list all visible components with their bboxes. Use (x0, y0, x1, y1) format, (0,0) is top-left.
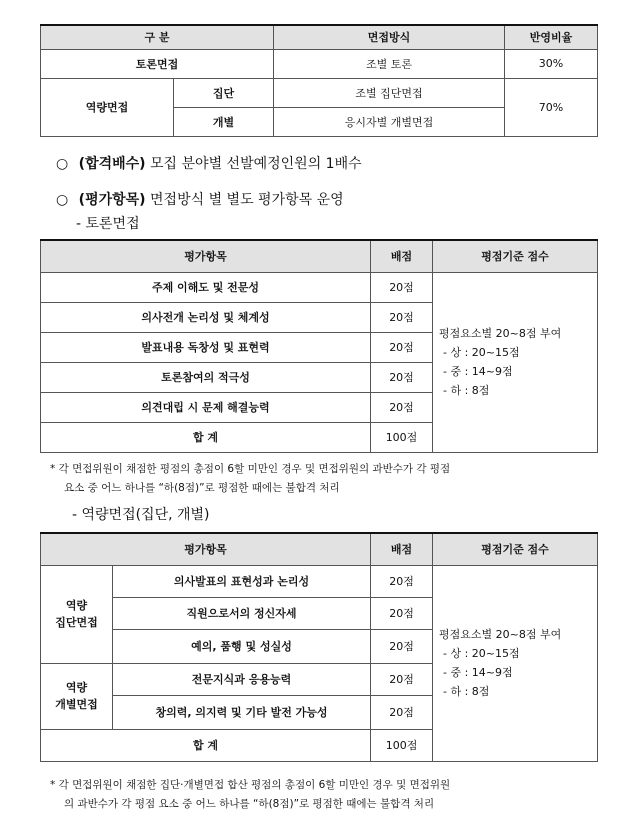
criteria-line: - 하 : 8점 (443, 384, 490, 397)
group-label-line: 집단면접 (55, 616, 98, 629)
individual-method: 응시자별 개별면접 (274, 107, 505, 136)
eval-score: 20점 (371, 332, 433, 362)
group-method: 조별 집단면접 (274, 78, 505, 107)
section-title-competency: - 역량면접(집단, 개별) (72, 507, 210, 523)
header-category: 구 분 (41, 25, 274, 49)
debate-eval-table (40, 239, 598, 453)
interview-method-table (40, 24, 598, 137)
header-eval-item: 평가항목 (41, 240, 371, 272)
header-method: 면접방식 (274, 25, 505, 49)
eval-item: 전문지식과 응용능력 (113, 663, 371, 695)
eval-item: 의견대립 시 문제 해결능력 (41, 392, 371, 422)
note-line: * 각 면접위원이 채점한 집단·개별면접 합산 평점의 총점이 6할 미만인 경우 및 면접위원 (50, 779, 451, 791)
eval-score: 20점 (371, 663, 433, 695)
eval-item: 의사전개 논리성 및 체계성 (41, 302, 371, 332)
bullet-head: (평가항목) (78, 192, 146, 208)
debate-label: 토론면접 (41, 49, 274, 78)
eval-score: 20점 (371, 597, 433, 629)
criteria-cell (433, 565, 598, 761)
eval-score: 20점 (371, 695, 433, 729)
group-label (41, 663, 113, 729)
individual-sub-label: 개별 (174, 107, 274, 136)
bullet-head: (합격배수) (78, 156, 146, 172)
eval-score: 20점 (371, 302, 433, 332)
total-label: 합 계 (41, 422, 371, 452)
criteria-line: 평점요소별 20~8점 부여 (439, 628, 562, 641)
group-label-line: 역량 (65, 681, 88, 694)
debate-ratio: 30% (505, 49, 598, 78)
criteria-line: - 중 : 14~9점 (443, 666, 513, 679)
criteria-line: 평점요소별 20~8점 부여 (439, 327, 562, 340)
eval-score: 20점 (371, 629, 433, 663)
total-score: 100점 (371, 422, 433, 452)
group-label-line: 역량 (65, 599, 88, 612)
bullet-text: 면접방식 별 별도 평가항목 운영 (145, 192, 344, 208)
group-label (41, 565, 113, 663)
total-score: 100점 (371, 729, 433, 761)
header-eval-item: 평가항목 (41, 533, 371, 565)
bullet-eval-items (56, 189, 344, 209)
eval-score: 20점 (371, 272, 433, 302)
header-criteria: 평점기준 점수 (433, 240, 598, 272)
note-competency (50, 776, 610, 814)
header-score: 배점 (371, 240, 433, 272)
debate-method: 조별 토론 (274, 49, 505, 78)
eval-score: 20점 (371, 392, 433, 422)
header-score: 배점 (371, 533, 433, 565)
eval-item: 의사발표의 표현성과 논리성 (113, 565, 371, 597)
eval-item: 창의력, 의지력 및 기타 발전 가능성 (113, 695, 371, 729)
eval-item: 토론참여의 적극성 (41, 362, 371, 392)
section-title-debate: - 토론면접 (76, 216, 140, 232)
eval-item: 발표내용 독창성 및 표현력 (41, 332, 371, 362)
bullet-pass-multiple (56, 153, 362, 173)
criteria-line: - 상 : 20~15점 (443, 346, 520, 359)
note-line: 요소 중 어느 하나를 “하(8점)”로 평점한 때에는 불합격 처리 (64, 482, 340, 494)
eval-item: 직원으로서의 정신자세 (113, 597, 371, 629)
criteria-line: - 중 : 14~9점 (443, 365, 513, 378)
criteria-line: - 상 : 20~15점 (443, 647, 520, 660)
criteria-line: - 하 : 8점 (443, 685, 490, 698)
competency-eval-table (40, 532, 598, 762)
eval-score: 20점 (371, 362, 433, 392)
note-line: * 각 면접위원이 채점한 평점의 총점이 6할 미만인 경우 및 면접위원의 과반수가 각 평점 (50, 463, 451, 475)
group-label-line: 개별면접 (55, 698, 98, 711)
eval-item: 주제 이해도 및 전문성 (41, 272, 371, 302)
bullet-symbol: ○ (56, 156, 69, 172)
header-ratio: 반영비율 (505, 25, 598, 49)
note-debate (50, 460, 610, 498)
eval-item: 예의, 품행 및 성실성 (113, 629, 371, 663)
header-criteria: 평점기준 점수 (433, 533, 598, 565)
eval-score: 20점 (371, 565, 433, 597)
bullet-text: 모집 분야별 선발예정인원의 1배수 (145, 156, 362, 172)
note-line: 의 과반수가 각 평점 요소 중 어느 하나를 “하(8점)”로 평점한 때에는 불합격 처리 (64, 798, 435, 810)
total-label: 합 계 (41, 729, 371, 761)
group-sub-label: 집단 (174, 78, 274, 107)
criteria-cell (433, 272, 598, 452)
competency-label: 역량면접 (41, 78, 174, 136)
competency-ratio: 70% (505, 78, 598, 136)
bullet-symbol: ○ (56, 192, 69, 208)
